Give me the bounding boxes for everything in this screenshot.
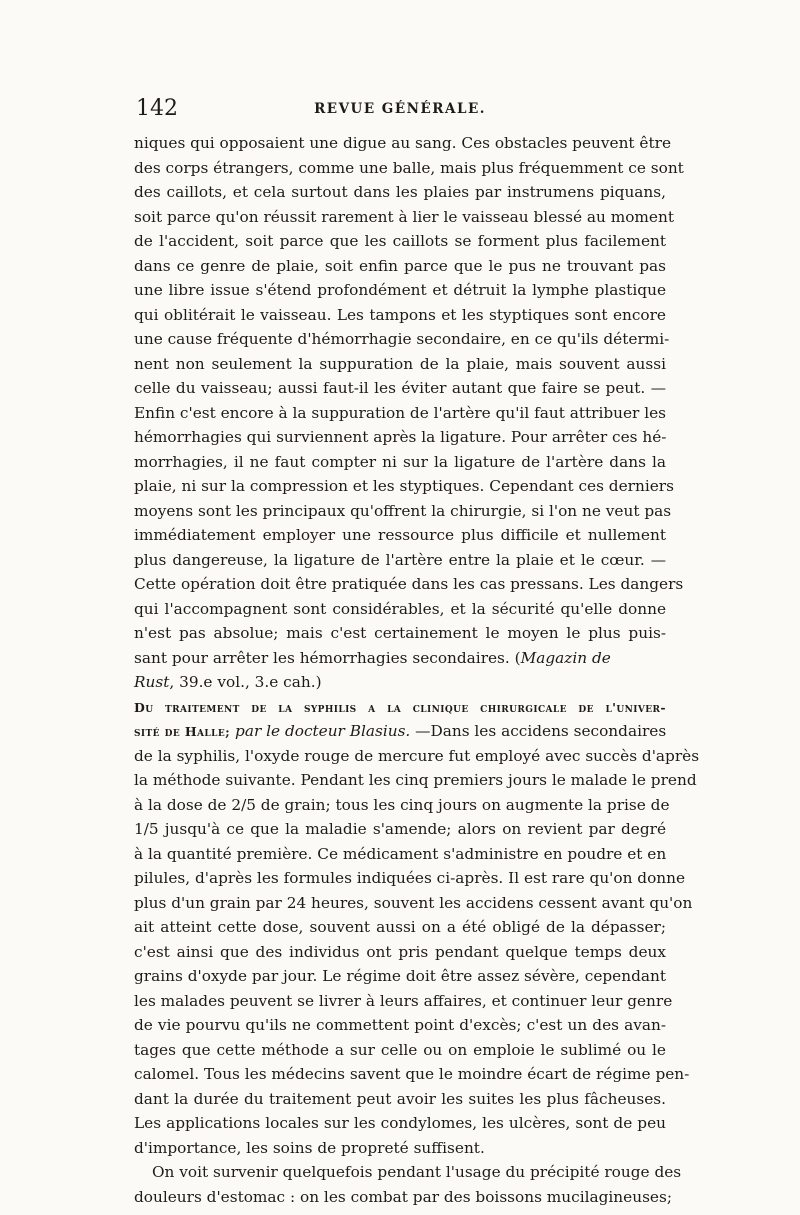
text-line: dans ce genre de plaie, soit enfin parce que le pus ne trouvant pas <box>134 256 666 275</box>
text-line: des corps étrangers, comme une balle, mais plus fréquemment ce sont <box>134 158 684 177</box>
text-line: la méthode suivante. Pendant les cinq premiers jours le malade le prend <box>134 771 697 789</box>
page-number: 142 <box>136 96 178 121</box>
text-line: plus d'un grain par 24 heures, souvent les accidens cessent avant qu'on <box>134 893 693 912</box>
text-line: douleurs d'estomac : on les combat par des boissons mucilagineuses; <box>134 1187 672 1206</box>
text-line: hémorrhagies qui surviennent après la ligature. Pour arrêter ces hé- <box>134 428 667 446</box>
text-line: à la quantité première. Ce médicament s'administre en poudre et en <box>134 844 667 863</box>
text-line: une libre issue s'étend profondément et détruit la lymphe plastique <box>134 281 666 299</box>
text-line: morrhagies, il ne faut compter ni sur la ligature de l'artère dans la <box>134 452 666 471</box>
citation-line <box>134 670 666 695</box>
text-segment: sant pour arrêter les hémorrhagies secondaires. ( <box>134 648 521 667</box>
text-line: de la syphilis, l'oxyde rouge de mercure fut employé avec succès d'après <box>134 746 700 765</box>
text-line: grains d'oxyde par jour. Le régime doit être assez sévère, cependant <box>134 967 666 985</box>
paragraph-1 <box>134 131 684 646</box>
text-line: nent non seulement la suppuration de la plaie, mais souvent aussi <box>134 354 666 373</box>
text-line: de l'accident, soit parce que les caillots se forment plus facilement <box>134 232 666 250</box>
body-text <box>134 131 700 1209</box>
source-journal: Rust <box>134 673 170 691</box>
text-line: calomel. Tous les médecins savent que le moindre écart de régime pen- <box>134 1065 690 1083</box>
section-heading-line-2 <box>134 719 666 744</box>
text-line: à la dose de 2/5 de grain; tous les cinq jours on augmente la prise de <box>134 795 670 814</box>
text-line: Les applications locales sur les condylomes, les ulcères, sont de peu <box>134 1114 666 1132</box>
source-volume: , 39.e vol., 3.e cah.) <box>169 673 322 691</box>
section-heading-continued: sité de Halle; <box>134 724 231 739</box>
text-line: les malades peuvent se livrer à leurs affaires, et continuer leur genre <box>134 991 673 1010</box>
paragraph-1-last-line <box>134 646 666 671</box>
text-line: pilules, d'après les formules indiquées ci-après. Il est rare qu'on donne <box>134 869 686 887</box>
text-line: n'est pas absolue; mais c'est certainement le moyen le plus puis- <box>134 624 666 642</box>
text-line: ait atteint cette dose, souvent aussi on a été obligé de la dépasser; <box>134 918 666 936</box>
text-line: de vie pourvu qu'ils ne commettent point d'excès; c'est un des avan- <box>134 1016 666 1034</box>
text-line: plaie, ni sur la compression et les styptiques. Cependant ces derniers <box>134 477 674 495</box>
paragraph-3 <box>134 1160 682 1209</box>
text-line: 1/5 jusqu'à ce que la maladie s'amende; alors on revient par degré <box>134 820 666 838</box>
text-line: Cette opération doit être pratiquée dans les cas pressans. Les dangers <box>134 575 684 593</box>
text-line: des caillots, et cela surtout dans les plaies par instrumens piquans, <box>134 183 666 201</box>
text-line: dant la durée du traitement peut avoir les suites les plus fâcheuses. <box>134 1089 666 1108</box>
text-line: d'importance, les soins de propreté suffisent. <box>134 1138 485 1157</box>
text-line: moyens sont les principaux qu'offrent la chirurgie, si l'on ne veut pas <box>134 501 672 520</box>
author-line: par le docteur Blasius. <box>235 722 411 740</box>
section-text-start: —Dans les accidens secondaires <box>415 722 667 740</box>
text-line: qui l'accompagnent sont considérables, et la sécurité qu'elle donne <box>134 599 666 618</box>
section-heading <box>134 695 666 720</box>
text-line: Enfin c'est encore à la suppuration de l'artère qu'il faut attribuer les <box>134 403 667 422</box>
source-citation: Magazin de <box>520 648 611 667</box>
text-line: tages que cette méthode a sur celle ou on emploie le sublimé ou le <box>134 1040 666 1059</box>
text-line: c'est ainsi que des individus ont pris pendant quelque temps deux <box>134 942 666 961</box>
text-line: une cause fréquente d'hémorrhagie secondaire, en ce qu'ils détermi- <box>134 330 670 348</box>
section-heading-text: Du traitement de la syphilis a la clinique chirurgicale de l'univer- <box>134 699 666 715</box>
running-title: REVUE GÉNÉRALE. <box>314 101 486 117</box>
text-line: niques qui opposaient une digue au sang. Ces obstacles peuvent être <box>134 134 671 152</box>
text-line: soit parce qu'on réussit rarement à lier le vaisseau blessé au moment <box>134 207 674 226</box>
text-line: immédiatement employer une ressource plus difficile et nullement <box>134 526 666 544</box>
page-header <box>120 96 680 122</box>
text-line: On voit survenir quelquefois pendant l'usage du précipité rouge des <box>152 1163 682 1181</box>
paragraph-2 <box>134 744 700 1161</box>
text-line: plus dangereuse, la ligature de l'artère entre la plaie et le cœur. — <box>134 550 666 569</box>
text-line: celle du vaisseau; aussi faut-il les éviter autant que faire se peut. — <box>134 379 666 397</box>
text-line: qui oblitérait le vaisseau. Les tampons et les styptiques sont encore <box>134 305 666 324</box>
